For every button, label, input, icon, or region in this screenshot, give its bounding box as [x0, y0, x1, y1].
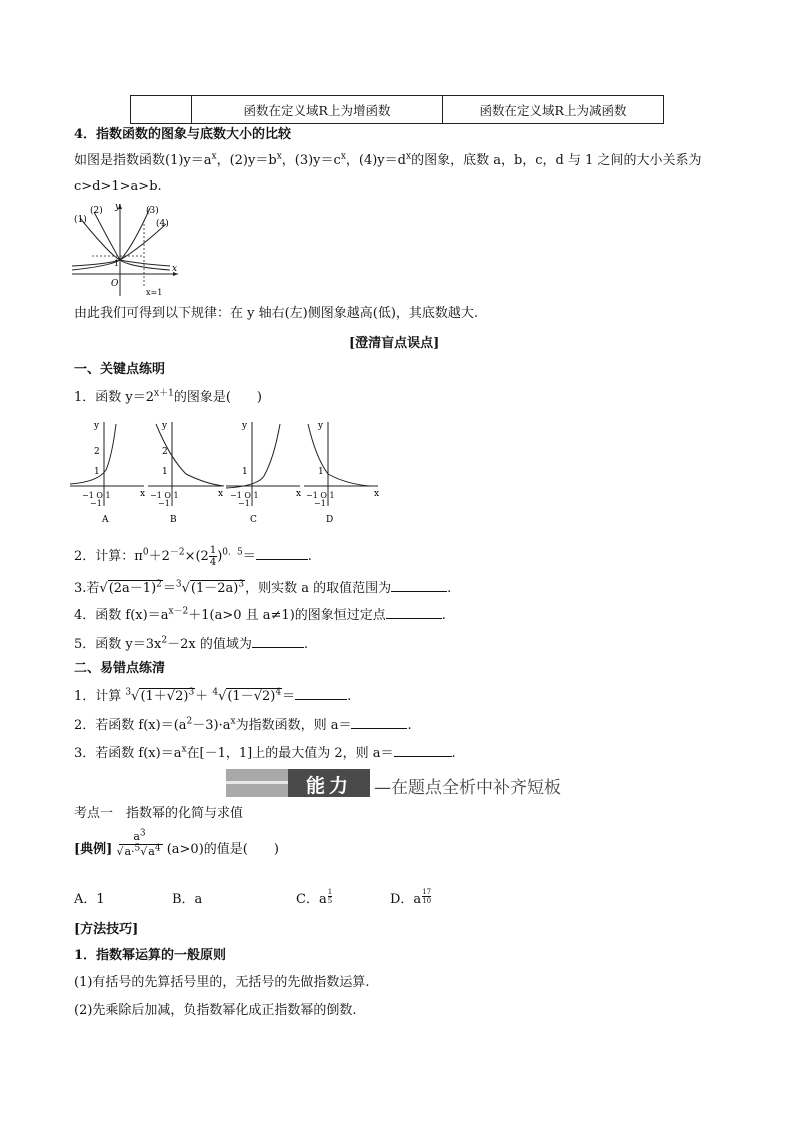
- part1-heading: 一、关键点练明: [74, 362, 166, 377]
- table-cell-empty: [131, 96, 192, 124]
- option-2[interactable]: B．a: [172, 892, 203, 907]
- p2q3-answer-blank[interactable]: [394, 744, 452, 757]
- ability-banner: [226, 769, 568, 797]
- table-cell-decreasing: 函数在定义域R上为减函数: [443, 96, 664, 124]
- graph-label-4: (4): [156, 219, 169, 229]
- choice-axis-x: x: [374, 489, 380, 499]
- exponential-graph-figure: [70, 200, 182, 300]
- q4-answer-blank[interactable]: [386, 606, 442, 619]
- part2-q2: 2．若函数 $f(x)=(a^2-3)\cdot a^x$为指数函数，则 a＝ .: [74, 716, 412, 733]
- choice-y-one: 1: [242, 467, 248, 477]
- choice-y-one: 1: [162, 467, 168, 477]
- choice-axis-y: y: [318, 421, 324, 431]
- section4-line1: 如图是指数函数$(1)y=a^x$，$(2)y=b^x$，$(3)y=c^x$，$(4)y=d^x$的图象，底数 a，b，c，d 与 1 之间的大小关系为: [74, 151, 702, 168]
- choice-curve-a: [70, 424, 116, 484]
- choice-axis-y: y: [162, 421, 168, 431]
- option-4[interactable]: D．a $\frac{17}{10}$: [390, 888, 432, 907]
- q1-choice-graphs: [68, 418, 388, 528]
- rule-heading: 1．指数幂运算的一般原则: [74, 948, 227, 963]
- choice-letter: D: [326, 515, 334, 525]
- choice-axis-y: y: [94, 421, 100, 431]
- choice-y-mark: 2: [162, 447, 168, 457]
- graph-x1: x=1: [146, 288, 163, 297]
- part1-q2: 2．计算：$\pi^0+2^{-2}\times(2$ $\frac{1}{4}$ )$^{0.5}$＝ .: [74, 545, 312, 568]
- q2-answer-blank[interactable]: [256, 547, 308, 560]
- choice-letter: C: [250, 515, 257, 525]
- rule-2: (2)先乘除后加减，负指数幂化成正指数幂的倒数.: [74, 1003, 357, 1018]
- method-tag: [方法技巧]: [74, 922, 139, 937]
- choice-letter: B: [170, 515, 177, 525]
- graph-label-1: (1): [74, 215, 87, 225]
- choice-axis-x: x: [218, 489, 224, 499]
- choice-axis-y: y: [242, 421, 248, 431]
- section4-heading: 4．指数函数的图象与底数大小的比较: [74, 127, 292, 142]
- choice-y-one: 1: [94, 467, 100, 477]
- option-exponent: $\frac{1}{5}$: [327, 888, 333, 905]
- choice-y-neg: −1: [238, 499, 250, 508]
- example-question: [典例] $\frac{a^3}{√a\cdot^5√a^4}$ (a>0)的值是( ): [74, 828, 279, 858]
- choice-y-mark: 2: [94, 447, 100, 457]
- kaodian-heading: 考点一 指数幂的化简与求值: [74, 806, 244, 821]
- graph-one: 1: [114, 259, 120, 268]
- choice-graph-c[interactable]: [224, 418, 304, 526]
- section4-rule: 由此我们可得到以下规律：在 y 轴右(左)侧图象越高(低)，其底数越大.: [74, 306, 479, 321]
- part2-q1: 1．计算 $^3√(1+√2)^3+ ^4√(1-√2)^4=$ .: [74, 687, 352, 704]
- base-comparison-table: [130, 95, 664, 124]
- part1-q3: 3.若$√(2a-1)^2=^3√(1-2a)^3$，则实数 a 的取值范围为 .: [74, 579, 452, 596]
- option-exponent: $\frac{17}{10}$: [422, 888, 432, 905]
- section4-line2: c>d>1>a>b.: [74, 179, 162, 194]
- option-3[interactable]: C．a $\frac{1}{5}$: [296, 888, 333, 907]
- part2-q3: 3．若函数 $f(x)=a^x$在[－1，1]上的最大值为 2，则 a＝ .: [74, 744, 456, 761]
- clarify-title: [澄清盲点误点]: [349, 336, 440, 351]
- choice-curve-c: [226, 424, 280, 488]
- choice-ticks: −1 O 1: [150, 491, 179, 500]
- choice-ticks: −1 O 1: [230, 491, 259, 500]
- choice-graph-b[interactable]: [146, 418, 226, 526]
- p2q2-answer-blank[interactable]: [351, 716, 407, 729]
- choice-letter: A: [102, 515, 109, 525]
- rule-1: (1)有括号的先算括号里的，无括号的先做指数运算.: [74, 975, 370, 990]
- p2q1-answer-blank[interactable]: [295, 687, 347, 700]
- choice-y-neg: −1: [314, 499, 326, 508]
- choice-y-neg: −1: [90, 499, 102, 508]
- banner-title: 能力: [305, 775, 352, 797]
- choice-ticks: −1 O 1: [306, 491, 335, 500]
- choice-axis-x: x: [296, 489, 302, 499]
- example-fraction: $\frac{a^3}{√a\cdot^5√a^4}$: [116, 828, 161, 858]
- option-1[interactable]: A．1: [74, 892, 105, 907]
- q3-answer-blank[interactable]: [391, 579, 447, 592]
- part1-q1: 1．函数 $y=2^{x+1}$的图象是( ): [74, 388, 262, 405]
- graph-axis-y: y: [115, 202, 121, 212]
- part1-q5: 5．函数 $y=3x^2-2x$ 的值域为 .: [74, 635, 308, 652]
- choice-y-one: 1: [318, 467, 324, 477]
- choice-graph-d[interactable]: [302, 418, 382, 526]
- graph-origin: O: [111, 279, 119, 289]
- part1-q4: 4．函数 $f(x)=a^{x-2}+1(a>0$ 且 a≠1)的图象恒过定点 .: [74, 606, 446, 623]
- banner-subtitle: —在题点全析中补齐短板: [374, 778, 561, 798]
- graph-label-2: (2): [90, 206, 103, 216]
- choice-ticks: −1 O 1: [82, 491, 111, 500]
- q5-answer-blank[interactable]: [252, 635, 304, 648]
- part2-heading: 二、易错点练清: [74, 661, 166, 676]
- graph-label-3: (3): [146, 206, 159, 216]
- table-cell-increasing: 函数在定义域R上为增函数: [192, 96, 443, 124]
- choice-y-neg: −1: [158, 499, 170, 508]
- choice-axis-x: x: [140, 489, 146, 499]
- choice-graph-a[interactable]: [68, 418, 148, 526]
- graph-axis-x: x: [172, 264, 178, 274]
